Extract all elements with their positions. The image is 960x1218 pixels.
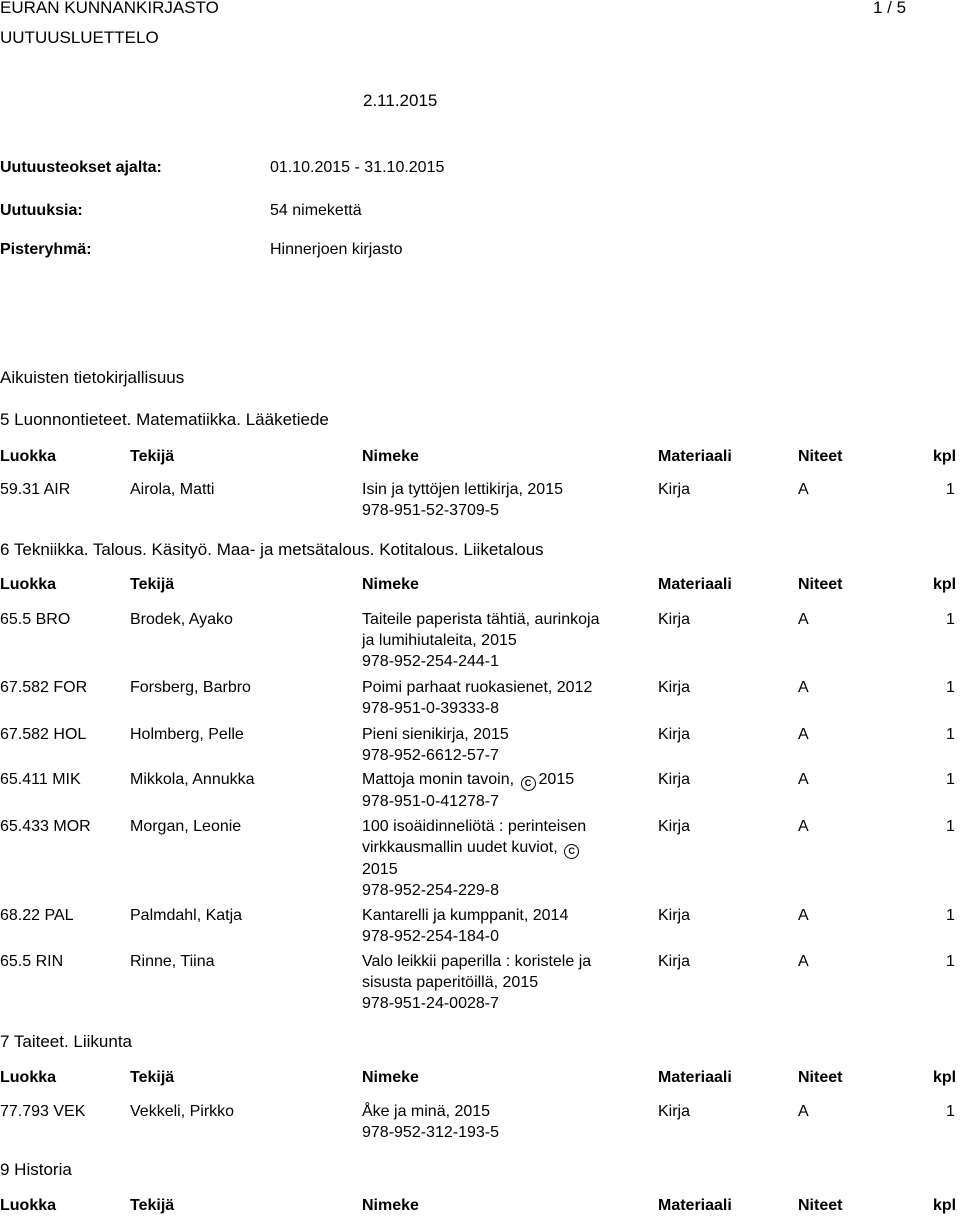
row-kpl: 1 xyxy=(946,771,955,788)
nimeke-line: 100 isoäidinneliötä : perinteisen xyxy=(362,818,587,835)
library-name: EURAN KUNNANKIRJASTO xyxy=(0,0,219,17)
row-kpl: 1 xyxy=(946,907,955,924)
row-luokka: 67.582 FOR xyxy=(0,679,88,696)
row-nimeke xyxy=(362,816,586,901)
nimeke-line: Åke ja minä, 2015 xyxy=(362,1103,491,1120)
row-materiaali: Kirja xyxy=(658,611,691,628)
row-niteet: A xyxy=(798,771,809,788)
row-tekija: Forsberg, Barbro xyxy=(130,679,251,696)
col-head-niteet: Niteet xyxy=(798,1069,843,1086)
row-kpl: 1 xyxy=(946,1103,955,1120)
period-label: Uutuusteokset ajalta: xyxy=(0,159,162,176)
nimeke-line: Taiteile paperista tähtiä, aurinkoja xyxy=(362,611,600,628)
report-date: 2.11.2015 xyxy=(363,91,438,110)
nimeke-year: 2015 xyxy=(538,771,575,788)
row-nimeke xyxy=(362,479,563,521)
row-nimeke xyxy=(362,609,599,672)
section-title: 5 Luonnontieteet. Matematiikka. Lääketiede xyxy=(0,410,329,429)
col-head-nimeke: Nimeke xyxy=(362,448,419,465)
col-head-materiaali: Materiaali xyxy=(658,448,732,465)
section-title: 6 Tekniikka. Talous. Käsityö. Maa- ja metsätalous. Kotitalous. Liiketalous xyxy=(0,540,544,559)
col-head-luokka: Luokka xyxy=(0,576,57,593)
col-head-materiaali: Materiaali xyxy=(658,576,732,593)
isbn: 978-952-254-184-0 xyxy=(362,928,499,945)
nimeke-line xyxy=(362,837,586,859)
col-head-niteet: Niteet xyxy=(798,448,843,465)
list-title: UUTUUSLUETTELO xyxy=(0,28,159,47)
col-head-tekija: Tekijä xyxy=(130,1197,175,1214)
row-luokka: 65.411 MIK xyxy=(0,771,81,788)
row-nimeke xyxy=(362,724,509,766)
col-head-kpl: kpl xyxy=(933,1069,957,1086)
row-nimeke xyxy=(362,769,574,812)
row-niteet: A xyxy=(798,481,809,498)
row-niteet: A xyxy=(798,679,809,696)
row-luokka: 59.31 AIR xyxy=(0,481,71,498)
row-kpl: 1 xyxy=(946,679,955,696)
isbn: 978-951-52-3709-5 xyxy=(362,502,499,519)
nimeke-line: Valo leikkii paperilla : koristele ja xyxy=(362,953,592,970)
nimeke-line: Pieni sienikirja, 2015 xyxy=(362,726,509,743)
isbn: 978-951-24-0028-7 xyxy=(362,995,499,1012)
row-niteet: A xyxy=(798,953,809,970)
row-materiaali: Kirja xyxy=(658,1103,691,1120)
nimeke-text: Mattoja monin tavoin, xyxy=(362,771,519,788)
row-niteet: A xyxy=(798,611,809,628)
row-tekija: Vekkeli, Pirkko xyxy=(130,1103,235,1120)
nimeke-text: virkkausmallin uudet kuviot, xyxy=(362,839,563,856)
row-materiaali: Kirja xyxy=(658,726,691,743)
isbn: 978-952-254-244-1 xyxy=(362,653,499,670)
nimeke-line: Kantarelli ja kumppanit, 2014 xyxy=(362,907,569,924)
copyright-icon: C xyxy=(521,776,536,791)
row-tekija: Palmdahl, Katja xyxy=(130,907,243,924)
col-head-niteet: Niteet xyxy=(798,576,843,593)
col-head-kpl: kpl xyxy=(933,576,957,593)
col-head-nimeke: Nimeke xyxy=(362,1069,419,1086)
row-materiaali: Kirja xyxy=(658,953,691,970)
row-luokka: 77.793 VEK xyxy=(0,1103,86,1120)
col-head-niteet: Niteet xyxy=(798,1197,843,1214)
col-head-luokka: Luokka xyxy=(0,1197,57,1214)
row-kpl: 1 xyxy=(946,953,955,970)
row-kpl: 1 xyxy=(946,481,955,498)
row-luokka: 68.22 PAL xyxy=(0,907,74,924)
row-niteet: A xyxy=(798,818,809,835)
row-niteet: A xyxy=(798,907,809,924)
nimeke-line: ja lumihiutaleita, 2015 xyxy=(362,632,517,649)
col-head-materiaali: Materiaali xyxy=(658,1069,732,1086)
row-niteet: A xyxy=(798,726,809,743)
category-title: Aikuisten tietokirjallisuus xyxy=(0,368,185,387)
group-label: Pisteryhmä: xyxy=(0,241,92,258)
col-head-nimeke: Nimeke xyxy=(362,1197,419,1214)
nimeke-line xyxy=(362,769,574,791)
row-materiaali: Kirja xyxy=(658,679,691,696)
col-head-kpl: kpl xyxy=(933,1197,957,1214)
row-tekija: Airola, Matti xyxy=(130,481,215,498)
row-tekija: Brodek, Ayako xyxy=(130,611,233,628)
row-luokka: 65.5 RIN xyxy=(0,953,64,970)
col-head-kpl: kpl xyxy=(933,448,957,465)
row-nimeke xyxy=(362,905,568,947)
col-head-tekija: Tekijä xyxy=(130,1069,175,1086)
col-head-materiaali: Materiaali xyxy=(658,1197,732,1214)
row-tekija: Rinne, Tiina xyxy=(130,953,215,970)
isbn: 978-952-312-193-5 xyxy=(362,1124,499,1141)
group-value: Hinnerjoen kirjasto xyxy=(270,241,403,258)
col-head-luokka: Luokka xyxy=(0,1069,57,1086)
row-materiaali: Kirja xyxy=(658,818,691,835)
row-kpl: 1 xyxy=(946,818,955,835)
nimeke-line: Isin ja tyttöjen lettikirja, 2015 xyxy=(362,481,563,498)
col-head-luokka: Luokka xyxy=(0,448,57,465)
row-tekija: Holmberg, Pelle xyxy=(130,726,244,743)
period-value: 01.10.2015 - 31.10.2015 xyxy=(270,159,445,176)
row-nimeke xyxy=(362,677,592,719)
count-label: Uutuuksia: xyxy=(0,202,83,219)
col-head-nimeke: Nimeke xyxy=(362,576,419,593)
nimeke-line: Poimi parhaat ruokasienet, 2012 xyxy=(362,679,593,696)
row-kpl: 1 xyxy=(946,726,955,743)
row-nimeke xyxy=(362,1101,499,1143)
col-head-tekija: Tekijä xyxy=(130,448,175,465)
section-title: 9 Historia xyxy=(0,1160,72,1179)
nimeke-line: sisusta paperitöillä, 2015 xyxy=(362,974,539,991)
row-luokka: 67.582 HOL xyxy=(0,726,87,743)
col-head-tekija: Tekijä xyxy=(130,576,175,593)
page-number: 1 / 5 xyxy=(873,0,907,17)
row-tekija: Morgan, Leonie xyxy=(130,818,242,835)
row-luokka: 65.5 BRO xyxy=(0,611,71,628)
row-niteet: A xyxy=(798,1103,809,1120)
count-value: 54 nimekettä xyxy=(270,202,362,219)
row-kpl: 1 xyxy=(946,611,955,628)
isbn: 978-952-254-229-8 xyxy=(362,882,499,899)
row-tekija: Mikkola, Annukka xyxy=(130,771,255,788)
isbn: 978-951-0-39333-8 xyxy=(362,700,499,717)
isbn: 978-951-0-41278-7 xyxy=(362,793,499,810)
row-materiaali: Kirja xyxy=(658,771,691,788)
row-materiaali: Kirja xyxy=(658,907,691,924)
nimeke-year: 2015 xyxy=(362,861,398,878)
row-nimeke xyxy=(362,951,591,1014)
copyright-icon: C xyxy=(564,844,579,859)
row-materiaali: Kirja xyxy=(658,481,691,498)
isbn: 978-952-6612-57-7 xyxy=(362,747,499,764)
row-luokka: 65.433 MOR xyxy=(0,818,91,835)
section-title: 7 Taiteet. Liikunta xyxy=(0,1032,132,1051)
